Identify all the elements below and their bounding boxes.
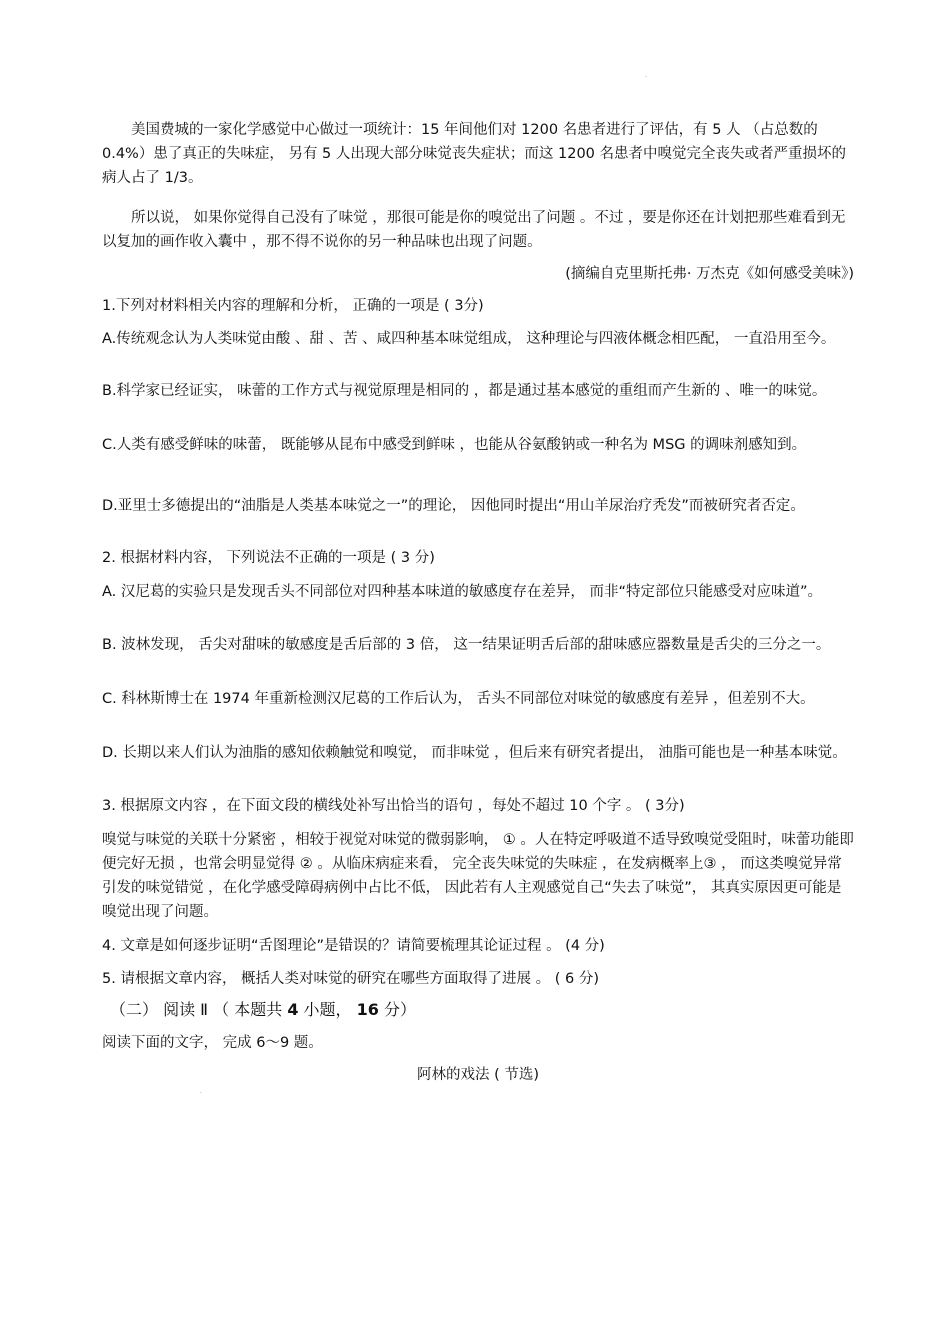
- section-2-heading-suffix: 分）: [378, 1000, 416, 1019]
- passage-paragraph-2: 所以说， 如果你觉得自己没有了味觉 ，那很可能是你的嗅觉出了问题 。不过 ，要是你还在计划把那些难看到无以复加的画作收入囊中 ，那不得不说你的另一种品味也出现了问题。: [102, 210, 846, 250]
- section-2-heading-mid: 小题，: [298, 1000, 357, 1019]
- section-2-heading-prefix: （二） 阅读 Ⅱ （ 本题共: [110, 1000, 288, 1019]
- question-1-option-c: C.人类有感受鲜味的味蕾， 既能够从昆布中感受到鲜味 ，也能从谷氨酸钠或一种名为 MSG 的调味剂感知到。: [102, 437, 807, 453]
- scan-speck: ·: [645, 74, 647, 81]
- question-1-option-b: B.科学家已经证实， 味蕾的工作方式与视觉原理是相同的 ，都是通过基本感觉的重组而产生新的 、唯一的味觉。: [102, 383, 827, 399]
- scan-speck: ·: [200, 1090, 202, 1097]
- section-2-heading: [110, 998, 862, 1022]
- passage-source: (摘编自克里斯托弗· 万杰克《如何感受美味》): [565, 266, 854, 282]
- section-2-question-count: 4: [287, 1000, 299, 1019]
- question-3-text: 嗅觉与味觉的关联十分紧密 ，相较于视觉对味觉的微弱影响， ① 。人在特定呼吸道不适导致嗅觉受阻时，味蕾功能即便完好无损 ，也常会明显觉得 ② 。从临床病症来看， 完全丧失味觉的失味症 ，在发病概率上③ ， 而这类嗅觉异常引发的味觉错觉 ，在化学感受障碍病例中占比不低， 因此若有人主观感觉自己“失去了味觉”， 其真实原因更可能是嗅觉出现了问题。: [102, 832, 854, 920]
- question-2-stem: 2. 根据材料内容， 下列说法不正确的一项是 ( 3 分): [102, 550, 435, 566]
- section-2-points: 16: [356, 1000, 379, 1019]
- question-4-stem: 4. 文章是如何逐步证明“舌图理论”是错误的？请简要梳理其论证过程 。 (4 分): [102, 938, 605, 954]
- question-3-stem: 3. 根据原文内容 ，在下面文段的横线处补写出恰当的语句 ，每处不超过 10 个字 。 ( 3分): [102, 798, 685, 814]
- reading-title: 阿林的戏法 ( 节选): [416, 1067, 540, 1083]
- question-5-stem: 5. 请根据文章内容， 概括人类对味觉的研究在哪些方面取得了进展 。 ( 6 分): [102, 971, 600, 987]
- passage-paragraph-1: 美国费城的一家化学感觉中心做过一项统计：15 年间他们对 1200 名患者进行了评估，有 5 人 （占总数的 0.4%）患了真正的失味症， 另有 5 人出现大部分味觉丧失症状；而这 1200 名患者中嗅觉完全丧失或者严重损坏的病人占了 1/3。: [102, 122, 847, 186]
- question-1-option-d: D.亚里士多德提出的“油脂是人类基本味觉之一”的理论， 因他同时提出“用山羊尿治疗秃发”而被研究者否定。: [102, 498, 805, 514]
- question-2-option-d: D. 长期以来人们认为油脂的感知依赖触觉和嗅觉， 而非味觉 ，但后来有研究者提出， 油脂可能也是一种基本味觉。: [102, 745, 847, 761]
- question-2-option-a: A. 汉尼葛的实验只是发现舌头不同部位对四种基本味道的敏感度存在差异， 而非“特定部位只能感受对应味道”。: [102, 584, 823, 600]
- section-2-instruction: 阅读下面的文字， 完成 6～9 题。: [102, 1035, 323, 1051]
- question-2-option-b: B. 波林发现， 舌尖对甜味的敏感度是舌后部的 3 倍， 这一结果证明舌后部的甜味感应器数量是舌尖的三分之一。: [102, 637, 831, 653]
- question-1-option-a: A.传统观念认为人类味觉由酸 、甜 、苦 、咸四种基本味觉组成， 这种理论与四液体概念相匹配， 一直沿用至今。: [102, 331, 836, 347]
- question-1-stem: 1.下列对材料相关内容的理解和分析， 正确的一项是 ( 3分): [102, 298, 484, 314]
- question-2-option-c: C. 科林斯博士在 1974 年重新检测汉尼葛的工作后认为， 舌头不同部位对味觉的敏感度有差异 ，但差别不大。: [102, 691, 815, 707]
